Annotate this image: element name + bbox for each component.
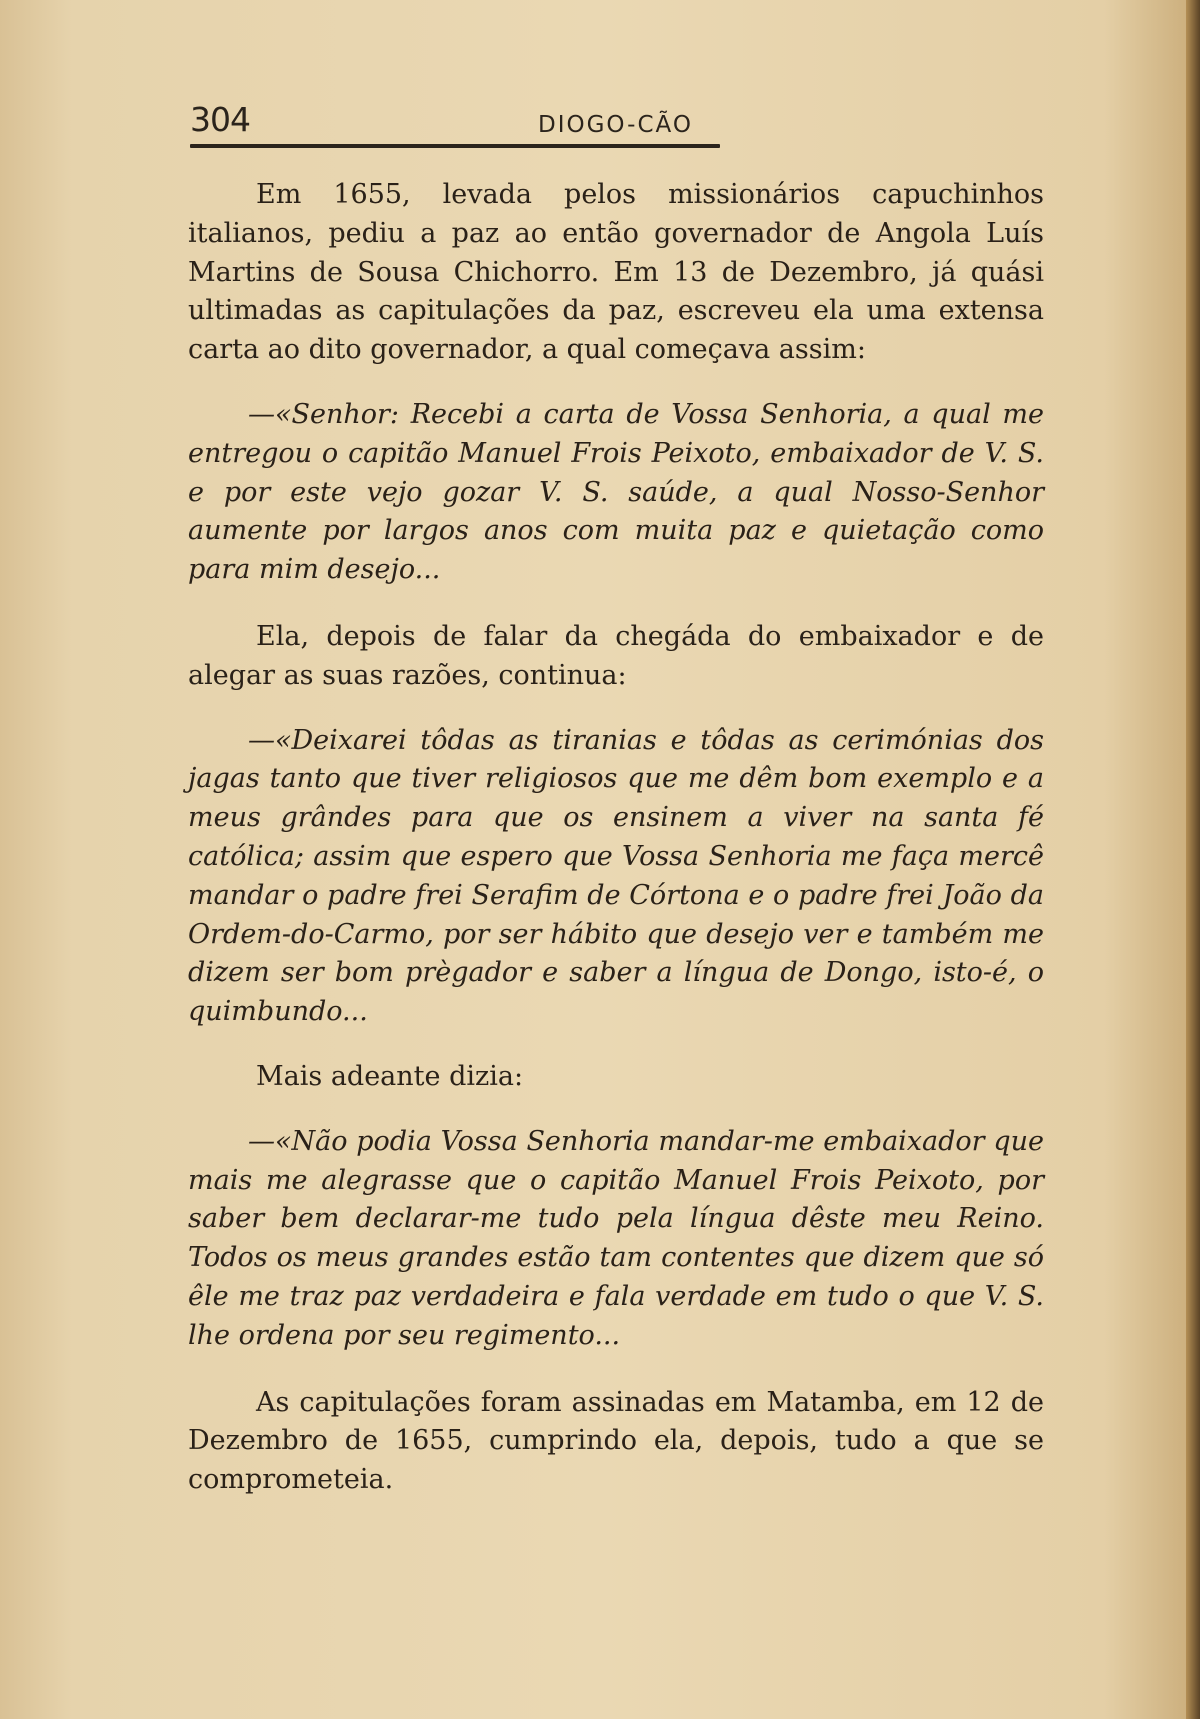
running-title: DIOGO-CÃO bbox=[538, 112, 693, 138]
header-rule bbox=[190, 144, 720, 148]
quote-1: —«Senhor: Recebi a carta de Vossa Senhoria, a qual me entregou o capitão Manuel Frois Peixoto, embaixador de V. S. e por este vejo gozar V. S. saúde, a qual Nosso-Senhor aumente por largos anos com muita paz e quietação como para mim desejo... bbox=[188, 398, 1044, 586]
page-number: 304 bbox=[190, 100, 250, 139]
quote-2: —«Deixarei tôdas as tiranias e tôdas as cerimónias dos jagas tanto que tiver religiosos que me dêm bom exemplo e a meus grândes para que os ensinem a viver na santa fé católica; assim que espero que Vossa Senhoria me faça mercê mandar o padre frei Serafim de Córtona e o padre frei João da Ordem-do-Carmo, por ser hábito que desejo ver e também me dizem ser bom prègador e saber a língua de Dongo, isto-é, o quimbundo... bbox=[188, 724, 1044, 1028]
page-header bbox=[190, 100, 720, 150]
paragraph-2: Ela, depois de falar da chegáda do embaixador e de alegar as suas razões, continua: bbox=[188, 620, 1044, 691]
quote-3: —«Não podia Vossa Senhoria mandar-me embaixador que mais me alegrasse que o capitão Manuel Frois Peixoto, por saber bem declarar-me tudo pela língua dêste meu Reino. Todos os meus grandes estão tam contentes que dizem que só êle me traz paz verdadeira e fala verdade em tudo o que V. S. lhe ordena por seu regimento... bbox=[188, 1125, 1044, 1351]
body-text bbox=[188, 176, 1044, 1500]
paragraph-1: Em 1655, levada pelos missionários capuchinhos italianos, pediu a paz ao então governador de Angola Luís Martins de Sousa Chichorro. Em 13 de Dezembro, já quási ultimadas as capitulações da paz, escreveu ela uma extensa carta ao dito governador, a qual começava assim: bbox=[188, 179, 1044, 366]
paragraph-4: As capitulações foram assinadas em Matamba, em 12 de Dezembro de 1655, cumprindo ela, depois, tudo a que se comprometeia. bbox=[188, 1386, 1044, 1496]
page-edge-shadow bbox=[1186, 0, 1200, 1719]
paragraph-3: Mais adeante dizia: bbox=[256, 1060, 524, 1092]
